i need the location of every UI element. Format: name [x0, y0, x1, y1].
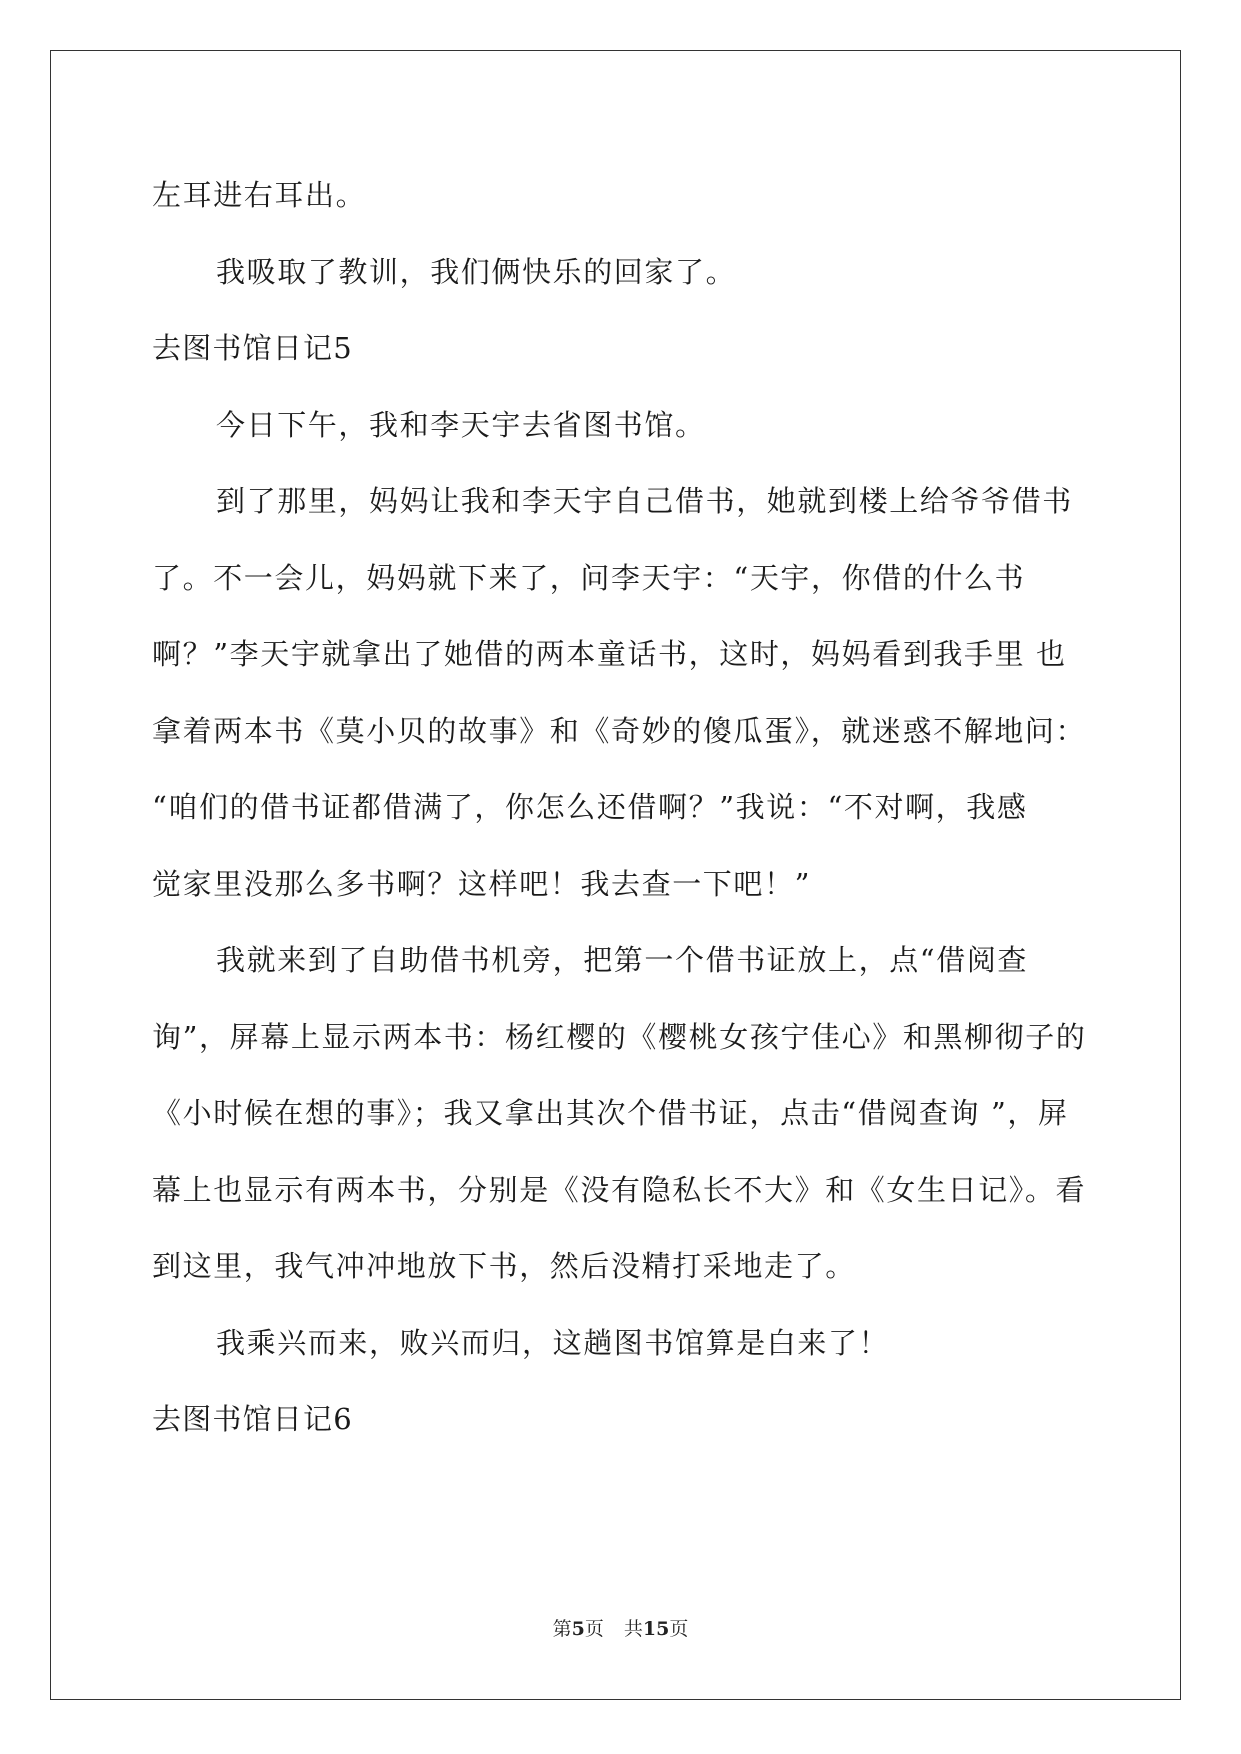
- paragraph-line: 啊？”李天宇就拿出了她借的两本童话书，这时，妈妈看到我手里 也: [152, 637, 1067, 671]
- page-suffix: 页: [584, 1618, 604, 1640]
- paragraph-line: 幕上也显示有两本书，分别是《没有隐私长不大》和《女生日记》。看: [152, 1172, 1087, 1207]
- paragraph: 我乘兴而来，败兴而归，这趟图书馆算是白来了！: [216, 1325, 890, 1360]
- paragraph-line: “咱们的借书证都借满了，你怎么还借啊？”我说：“不对啊，我感: [152, 790, 1028, 824]
- diary-heading: 去图书馆日记6: [152, 1402, 353, 1436]
- total-suffix: 页: [669, 1618, 689, 1640]
- paragraph-line: 到这里，我气冲冲地放下书，然后没精打采地走了。: [152, 1249, 856, 1283]
- paragraph-line: 《小时候在想的事》；我又拿出其次个借书证，点击“借阅查询 ”，屏: [152, 1096, 1069, 1130]
- diary-heading: 去图书馆日记5: [152, 331, 353, 365]
- paragraph-line: 询”，屏幕上显示两本书：杨红樱的《樱桃女孩宁佳心》和黑柳彻子的: [152, 1019, 1087, 1054]
- document-body: [152, 157, 1094, 1458]
- total-prefix: 共: [623, 1618, 643, 1640]
- paragraph-continuation: 左耳进右耳出。: [152, 178, 367, 212]
- total-pages: 15: [642, 1618, 670, 1640]
- paragraph-line: 觉家里没那么多书啊？这样吧！我去查一下吧！”: [152, 866, 812, 901]
- paragraph: 我就来到了自助借书机旁，把第一个借书证放上，点“借阅查: [216, 943, 1029, 977]
- paragraph-line: 拿着两本书《莫小贝的故事》和《奇妙的傻瓜蛋》，就迷惑不解地问：: [152, 713, 1087, 748]
- page-footer: [0, 1614, 1241, 1641]
- paragraph: 到了那里，妈妈让我和李天宇自己借书，她就到楼上给爷爷借书: [216, 484, 1073, 518]
- paragraph: 今日下午，我和李天宇去省图书馆。: [216, 407, 706, 442]
- page-prefix: 第: [552, 1618, 572, 1640]
- paragraph: 我吸取了教训，我们俩快乐的回家了。: [216, 254, 737, 289]
- page-number: 5: [571, 1618, 585, 1640]
- paragraph-line: 了。不一会儿，妈妈就下来了，问李天宇：“天宇，你借的什么书: [152, 560, 1026, 595]
